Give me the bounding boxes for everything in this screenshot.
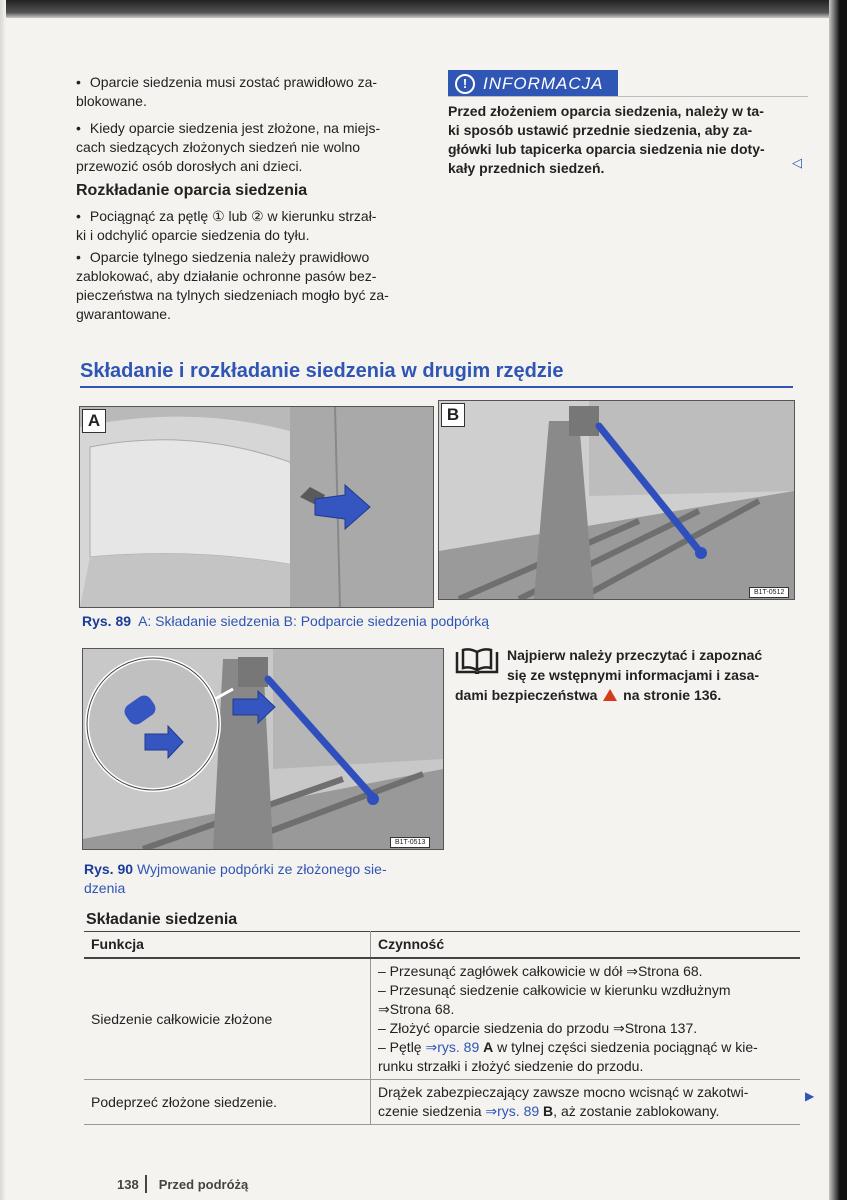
footer-separator	[145, 1175, 147, 1193]
bullet-pull-loop	[76, 207, 376, 226]
bullet-text: Pociągnąć za pętlę ① lub ② w kierunku strzał-	[89, 208, 377, 224]
column-header-function: Funkcja	[84, 932, 371, 959]
caption-number: Rys. 90	[84, 861, 134, 877]
info-line: kały przednich siedzeń.	[448, 160, 605, 176]
information-header	[448, 70, 618, 97]
bullet-text: Kiedy oparcie siedzenia jest złożone, na miejs-	[89, 120, 381, 136]
action-line: runku strzałki i złożyć siedzenie do przodu.	[378, 1058, 644, 1074]
caption-line	[84, 860, 387, 879]
caption-text: Wyjmowanie podpórki ze złożonego sie-	[136, 861, 387, 877]
bullet-continuation: gwarantowane.	[76, 306, 171, 322]
figure-label-b: B	[441, 403, 465, 427]
information-text	[448, 102, 793, 178]
info-exclamation-icon: !	[455, 74, 475, 94]
action-line: – Przesunąć zagłówek całkowicie w dół ⇒Strona 68.	[378, 963, 703, 979]
figure-reference-link[interactable]: ⇒rys. 89	[485, 1103, 540, 1119]
info-line: Przed złożeniem oparcia siedzenia, należy w ta-	[448, 103, 764, 119]
notice-line	[455, 685, 790, 705]
subheading-unfold-backrest: Rozkładanie oparcia siedzenia	[76, 182, 308, 199]
folding-seat-illustration	[80, 407, 433, 607]
figure-89-b	[438, 400, 795, 600]
info-line: główki lub tapicerka oparcia siedzenia nie doty-	[448, 141, 765, 157]
bullet-continuation: zablokować, aby działanie ochronne pasów bez-	[76, 268, 377, 284]
folding-steps-table	[84, 931, 800, 1125]
caption-text: A: Składanie siedzenia B: Podparcie siedzenia podpórką	[138, 613, 490, 629]
info-divider	[448, 96, 808, 97]
page-number: 138	[117, 1177, 139, 1192]
bullet-text: Oparcie siedzenia musi zostać prawidłowo za-	[89, 74, 378, 90]
bullet-continuation: blokowane.	[76, 93, 147, 109]
bullet-lock-rear-backrest	[76, 248, 369, 267]
figure-part-label: A	[483, 1039, 494, 1055]
scan-left-edge	[0, 0, 6, 1200]
action-text: , aż zostanie zablokowany.	[553, 1103, 720, 1119]
information-title: INFORMACJA	[483, 74, 604, 93]
bullet-continuation: ki i odchylić oparcie siedzenia do tyłu.	[76, 227, 310, 243]
section-divider	[80, 386, 793, 388]
figure-code: B1T-0512	[749, 587, 789, 598]
safety-notice	[455, 645, 790, 705]
page-footer	[117, 1175, 248, 1193]
action-text: w tylnej części siedzenia pociągnąć w kie-	[493, 1039, 758, 1055]
bullet-continuation: cach siedzących złożonych siedzeń nie wolno	[76, 139, 361, 155]
caption-number: Rys. 89	[82, 613, 132, 629]
bullet-continuation: pieczeństwa na tylnych siedzeniach mogło być za-	[76, 287, 389, 303]
caption-text: dzenia	[84, 880, 126, 896]
action-line: ⇒Strona 68.	[378, 1001, 455, 1017]
scan-top-edge	[0, 0, 847, 18]
notice-page-ref: na stronie 136.	[623, 687, 722, 703]
action-cell	[371, 958, 801, 1080]
action-line: – Przesunąć siedzenie całkowicie w kierunku wzdłużnym	[378, 982, 731, 998]
action-line: – Złożyć oparcie siedzenia do przodu ⇒Strona 137.	[378, 1020, 698, 1036]
action-text: czenie siedzenia	[378, 1103, 486, 1119]
chapter-name: Przed podróżą	[158, 1177, 249, 1192]
info-line: ki sposób ustawić przednie siedzenia, aby za-	[448, 122, 753, 138]
table-header-row	[84, 932, 800, 959]
function-cell: Podeprzeć złożone siedzenie.	[84, 1080, 371, 1125]
bullet-continuation: przewozić osób dorosłych ani dzieci.	[76, 158, 303, 174]
warning-triangle-icon	[603, 689, 617, 701]
figure-label-a: A	[82, 409, 106, 433]
table-row	[84, 1080, 800, 1125]
bullet-lock-backrest	[76, 73, 377, 92]
notice-line: się ze wstępnymi informacjami i zasa-	[507, 667, 760, 683]
action-text: – Pętlę	[378, 1039, 426, 1055]
action-cell	[371, 1080, 801, 1125]
figure-part-label: B	[543, 1103, 554, 1119]
table-row	[84, 958, 800, 1080]
notice-text: dami bezpieczeństwa	[455, 687, 598, 703]
continue-arrow-icon: ▶	[805, 1089, 815, 1103]
figure-90	[82, 648, 444, 850]
action-line: Drążek zabezpieczający zawsze mocno wcisnąć w zakotwi-	[378, 1084, 749, 1100]
bullet-text: Oparcie tylnego siedzenia należy prawidłowo	[89, 249, 370, 265]
figure-89-caption	[82, 612, 489, 631]
bullet-folded-backrest	[76, 119, 380, 138]
back-arrow-icon: ◁	[792, 155, 802, 170]
seat-support-illustration	[439, 401, 794, 599]
remove-support-illustration	[83, 649, 443, 849]
figure-89-a	[79, 406, 434, 608]
scan-right-edge	[829, 0, 847, 1200]
action-line	[378, 1038, 793, 1057]
function-cell: Siedzenie całkowicie złożone	[84, 958, 371, 1080]
section-title: Składanie i rozkładanie siedzenia w drugim rzędzie	[80, 360, 564, 382]
figure-code: B1T-0513	[390, 837, 430, 848]
action-line	[378, 1102, 793, 1121]
table-heading: Składanie siedzenia	[86, 911, 238, 928]
column-header-action: Czynność	[371, 932, 801, 959]
figure-reference-link[interactable]: ⇒rys. 89	[425, 1039, 480, 1055]
notice-line: Najpierw należy przeczytać i zapoznać	[507, 647, 763, 663]
figure-90-caption	[84, 860, 387, 898]
